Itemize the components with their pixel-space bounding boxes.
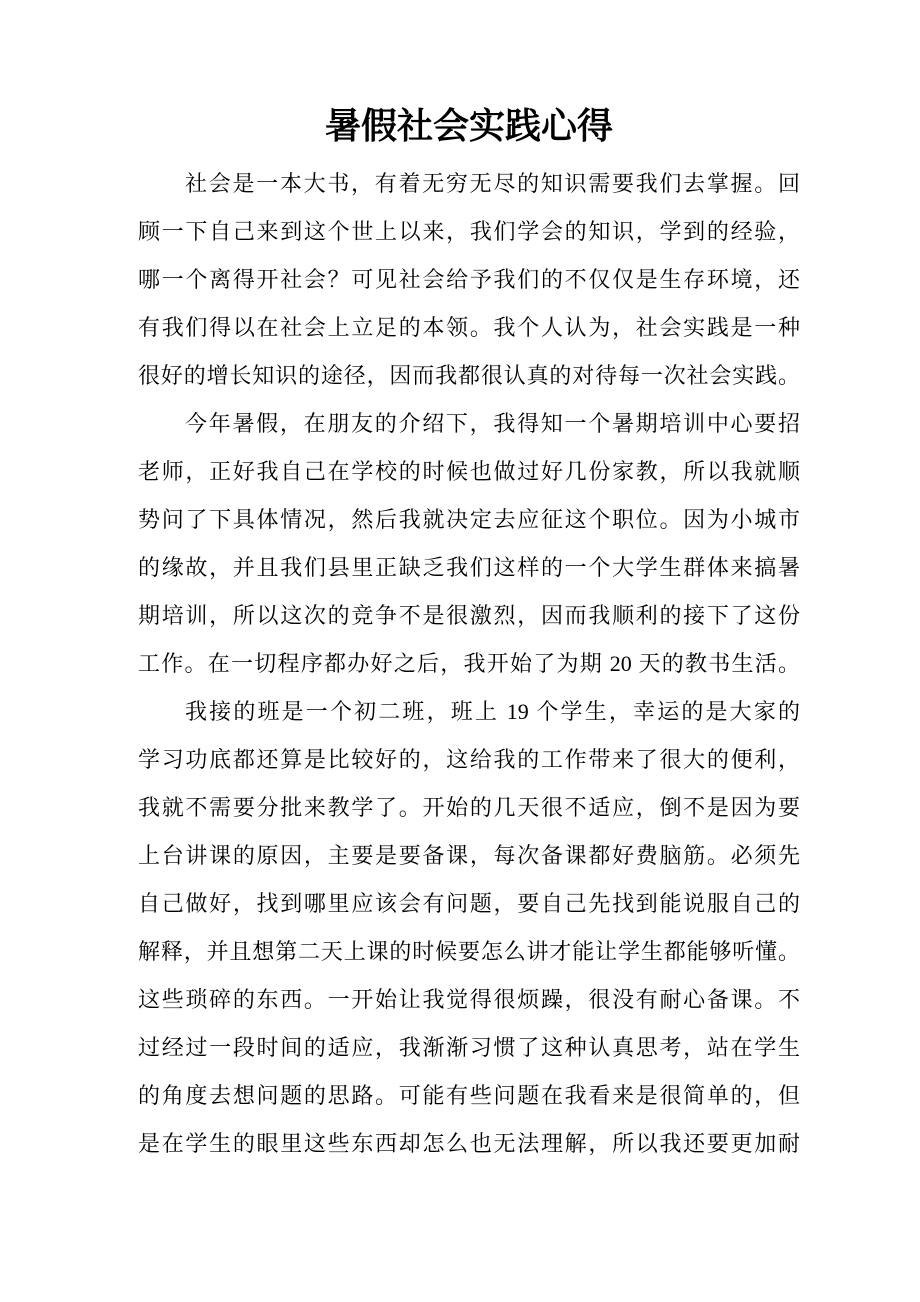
text-line: 社会是一本大书，有着无穷无尽的知识需要我们去掌握。回 — [185, 171, 800, 196]
text-line: 是在学生的眼里这些东西却怎么也无法理解，所以我还要更加耐 — [138, 1131, 800, 1156]
text-line: 学习功底都还算是比较好的，这给我的工作带来了很大的便利， — [138, 747, 800, 772]
text-line: 期培训，所以这次的竞争不是很激烈，因而我顺利的接下了这份 — [138, 603, 800, 628]
text-line: 有我们得以在社会上立足的本领。我个人认为，社会实践是一种 — [138, 315, 800, 340]
text-line: 势问了下具体情况，然后我就决定去应征这个职位。因为小城市 — [138, 507, 800, 532]
text-line: 这些琐碎的东西。一开始让我觉得很烦躁，很没有耐心备课。不 — [138, 987, 800, 1012]
text-line: 工作。在一切程序都办好之后，我开始了为期 20 天的教书生活。 — [138, 651, 800, 676]
text-line: 上台讲课的原因，主要是要备课，每次备课都好费脑筋。必须先 — [138, 843, 800, 868]
text-line: 今年暑假，在朋友的介绍下，我得知一个暑期培训中心要招 — [185, 411, 800, 436]
text-line: 哪一个离得开社会？可见社会给予我们的不仅仅是生存环境，还 — [138, 267, 800, 292]
text-line: 过经过一段时间的适应，我渐渐习惯了这种认真思考，站在学生 — [138, 1035, 800, 1060]
text-line: 老师，正好我自己在学校的时候也做过好几份家教，所以我就顺 — [138, 459, 800, 484]
text-line: 我接的班是一个初二班，班上 19 个学生，幸运的是大家的 — [185, 699, 800, 724]
text-line: 的角度去想问题的思路。可能有些问题在我看来是很简单的，但 — [138, 1083, 800, 1108]
text-line: 自己做好，找到哪里应该会有问题，要自己先找到能说服自己的 — [138, 891, 800, 916]
text-line: 很好的增长知识的途径，因而我都很认真的对待每一次社会实践。 — [138, 363, 800, 388]
text-line: 解释，并且想第二天上课的时候要怎么讲才能让学生都能够听懂。 — [138, 939, 800, 964]
text-line: 我就不需要分批来教学了。开始的几天很不适应，倒不是因为要 — [138, 795, 800, 820]
document-title: 暑假社会实践心得 — [324, 106, 613, 146]
text-line: 的缘故，并且我们县里正缺乏我们这样的一个大学生群体来搞暑 — [138, 555, 800, 580]
text-line: 顾一下自己来到这个世上以来，我们学会的知识，学到的经验， — [138, 219, 800, 244]
document-body — [138, 160, 800, 1168]
